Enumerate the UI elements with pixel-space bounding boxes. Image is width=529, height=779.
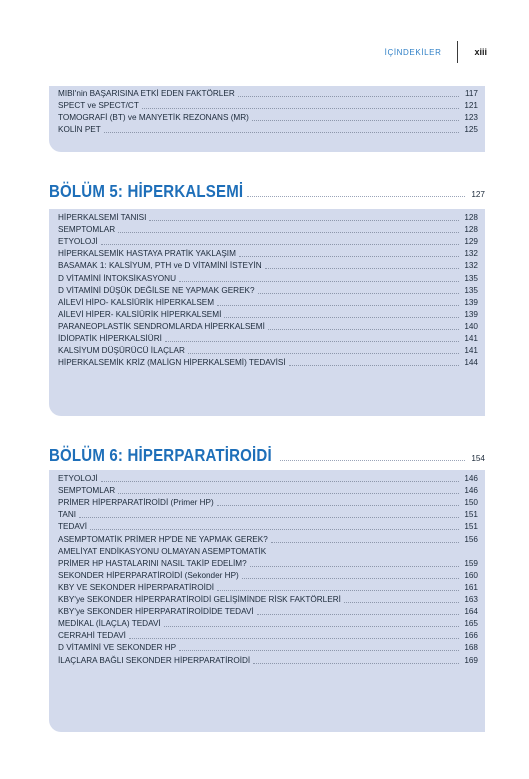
- dot-leader: [252, 119, 459, 121]
- toc-entry[interactable]: [58, 211, 478, 223]
- toc-entry-page: 139: [464, 309, 478, 319]
- toc-entry[interactable]: [58, 308, 478, 320]
- toc-entry[interactable]: [58, 271, 478, 283]
- toc-entry-page: 169: [464, 655, 478, 665]
- dot-leader: [142, 107, 459, 109]
- toc-entry-page: 159: [464, 558, 478, 568]
- dot-leader: [253, 662, 459, 664]
- toc-entry[interactable]: [58, 532, 478, 544]
- dot-leader: [280, 460, 465, 461]
- toc-entry-title: SEMPTOMLAR: [58, 225, 116, 235]
- toc-entry-page: 139: [464, 297, 478, 307]
- toc-entry-title: SPECT ve SPECT/CT: [58, 101, 139, 111]
- toc-entry-page: 132: [464, 261, 478, 271]
- toc-entry-title: AİLEVİ HİPER- KALSİÜRİK HİPERKALSEMİ: [58, 309, 222, 319]
- page-header: [385, 41, 487, 63]
- toc-entry-page: 146: [464, 474, 478, 484]
- dot-leader: [238, 95, 459, 97]
- toc-entry[interactable]: [58, 284, 478, 296]
- toc-entry-title: SEMPTOMLAR: [58, 486, 116, 496]
- toc-entry[interactable]: [58, 545, 478, 557]
- toc-entry-page: 135: [464, 273, 478, 283]
- toc-entry-title: AİLEVİ HİPO- KALSİÜRİK HİPERKALSEM: [58, 297, 215, 307]
- toc-entry-title: KOLİN PET: [58, 125, 101, 135]
- toc-entry-title: KBY'ye SEKONDER HİPERPARATİROİDİ GELİŞİMİNDE RİSK FAKTÖRLERİ: [58, 595, 341, 605]
- toc-entry-page: 129: [464, 237, 478, 247]
- toc-entry-title: BASAMAK 1: KALSİYUM, PTH ve D VİTAMİNİ İSTEYİN: [58, 261, 262, 271]
- toc-entry[interactable]: [58, 520, 478, 532]
- toc-entry-title: KBY VE SEKONDER HİPERPARATİROİDİ: [58, 582, 215, 592]
- dot-leader: [104, 131, 459, 133]
- dot-leader: [217, 304, 459, 306]
- dot-leader: [289, 364, 459, 366]
- toc-entry-page: 151: [464, 510, 478, 520]
- dot-leader: [90, 528, 459, 530]
- toc-entry-title: AMELİYAT ENDİKASYONU OLMAYAN ASEMPTOMATİK: [58, 546, 267, 556]
- dot-leader: [149, 219, 459, 221]
- toc-box-continued: [49, 86, 485, 152]
- dot-leader: [268, 328, 459, 330]
- toc-entry-page: 121: [464, 101, 478, 111]
- toc-entry-title: CERRAHİ TEDAVİ: [58, 631, 126, 641]
- toc-entry[interactable]: [58, 569, 478, 581]
- chapter-page: 154: [471, 454, 485, 463]
- toc-entry[interactable]: [58, 581, 478, 593]
- toc-entry-title: MEDİKAL (İLAÇLA) TEDAVİ: [58, 619, 161, 629]
- toc-entry-page: 160: [464, 570, 478, 580]
- toc-entry-page: 165: [464, 619, 478, 629]
- toc-entry-title: KBY'ye SEKONDER HİPERPARATİROİDİDE TEDAVİ: [58, 607, 254, 617]
- toc-entry-title: PRİMER HP HASTALARINI NASIL TAKİP EDELİM?: [58, 558, 247, 568]
- toc-entry-page: 166: [464, 631, 478, 641]
- chapter-title: BÖLÜM 5: HİPERKALSEMİ: [49, 181, 244, 201]
- toc-entry-page: 146: [464, 486, 478, 496]
- toc-entry-title: D VİTAMİNİ İNTOKSİKASYONU: [58, 273, 176, 283]
- toc-entry-title: ASEMPTOMATİK PRİMER HP'DE NE YAPMAK GEREK?: [58, 534, 268, 544]
- toc-entry-title: TEDAVİ: [58, 522, 87, 532]
- toc-entry-page: 141: [464, 346, 478, 356]
- toc-entry-page: 168: [464, 643, 478, 653]
- toc-entry[interactable]: [58, 605, 478, 617]
- dot-leader: [101, 243, 459, 245]
- toc-entry-title: ETYOLOJİ: [58, 474, 98, 484]
- toc-list: [58, 211, 478, 368]
- toc-entry[interactable]: [58, 223, 478, 235]
- dot-leader: [217, 589, 459, 591]
- toc-entry[interactable]: [58, 259, 478, 271]
- toc-entry-title: SEKONDER HİPERPARATİROİDİ (Sekonder HP): [58, 570, 239, 580]
- toc-entry[interactable]: [58, 557, 478, 569]
- toc-entry-title: İDİOPATİK HİPERKALSİÜRİ: [58, 334, 162, 344]
- toc-entry-title: D VİTAMİNİ VE SEKONDER HP: [58, 643, 177, 653]
- toc-list: [58, 472, 478, 666]
- toc-entry[interactable]: [58, 87, 478, 99]
- toc-entry[interactable]: [58, 111, 478, 123]
- header-divider: [457, 41, 458, 63]
- toc-entry-title: KALSİYUM DÜŞÜRÜCÜ İLAÇLAR: [58, 346, 185, 356]
- toc-entry-title: PRİMER HİPERPARATİROİDİ (Primer HP): [58, 498, 214, 508]
- dot-leader: [257, 613, 459, 615]
- toc-entry[interactable]: [58, 320, 478, 332]
- toc-entry-page: 123: [464, 113, 478, 123]
- dot-leader: [265, 267, 459, 269]
- dot-leader: [271, 541, 459, 543]
- toc-entry[interactable]: [58, 296, 478, 308]
- dot-leader: [224, 316, 459, 318]
- toc-entry-page: 164: [464, 607, 478, 617]
- toc-entry-title: İLAÇLARA BAĞLI SEKONDER HİPERPARATİROİDİ: [58, 655, 251, 665]
- toc-entry-page: 141: [464, 334, 478, 344]
- toc-entry[interactable]: [58, 641, 478, 653]
- toc-list: [58, 87, 478, 135]
- dot-leader: [164, 625, 459, 627]
- toc-entry-title: PARANEOPLASTİK SENDROMLARDA HİPERKALSEMİ: [58, 321, 265, 331]
- dot-leader: [101, 480, 459, 482]
- chapter-6-heading[interactable]: [49, 446, 485, 464]
- toc-entry[interactable]: [58, 593, 478, 605]
- toc-entry-page: 140: [464, 321, 478, 331]
- toc-entry-title: HİPERKALSEMİK HASTAYA PRATİK YAKLAŞIM: [58, 249, 236, 259]
- dot-leader: [247, 196, 465, 197]
- toc-entry[interactable]: [58, 235, 478, 247]
- toc-entry-page: 125: [464, 125, 478, 135]
- toc-entry-page: 163: [464, 595, 478, 605]
- toc-entry-page: 132: [464, 249, 478, 259]
- dot-leader: [250, 565, 459, 567]
- toc-entry-title: D VİTAMİNİ DÜŞÜK DEĞİLSE NE YAPMAK GEREK?: [58, 285, 255, 295]
- toc-entry-title: HİPERKALSEMİK KRİZ (MALİGN HİPERKALSEMİ) TEDAVİSİ: [58, 358, 286, 368]
- dot-leader: [179, 649, 459, 651]
- toc-entry[interactable]: [58, 123, 478, 135]
- toc-entry[interactable]: [58, 508, 478, 520]
- dot-leader: [344, 601, 459, 603]
- toc-entry[interactable]: [58, 617, 478, 629]
- dot-leader: [217, 504, 459, 506]
- toc-entry-title: MIBI'nin BAŞARISINA ETKİ EDEN FAKTÖRLER: [58, 89, 235, 99]
- toc-entry[interactable]: [58, 356, 478, 368]
- chapter-5-heading[interactable]: [49, 182, 485, 200]
- toc-entry[interactable]: [58, 629, 478, 641]
- toc-entry[interactable]: [58, 496, 478, 508]
- toc-entry[interactable]: [58, 332, 478, 344]
- toc-entry-page: 150: [464, 498, 478, 508]
- toc-entry-page: 117: [464, 89, 478, 99]
- dot-leader: [179, 280, 459, 282]
- toc-entry-page: 161: [464, 582, 478, 592]
- section-label: İÇİNDEKİLER: [384, 47, 442, 57]
- toc-entry[interactable]: [58, 653, 478, 665]
- toc-entry-title: TOMOGRAFİ (BT) ve MANYETİK REZONANS (MR): [58, 113, 249, 123]
- toc-entry-page: 128: [464, 225, 478, 235]
- toc-entry-page: 128: [464, 213, 478, 223]
- toc-entry[interactable]: [58, 484, 478, 496]
- dot-leader: [129, 637, 459, 639]
- toc-entry-title: TANI: [58, 510, 77, 520]
- page-number: xiii: [474, 47, 487, 57]
- dot-leader: [118, 492, 459, 494]
- toc-entry-title: HİPERKALSEMİ TANISI: [58, 213, 147, 223]
- toc-box-chapter-5: [49, 209, 485, 416]
- dot-leader: [165, 340, 459, 342]
- toc-entry[interactable]: [58, 472, 478, 484]
- chapter-page: 127: [471, 190, 485, 199]
- dot-leader: [242, 577, 459, 579]
- toc-entry-page: 156: [464, 534, 478, 544]
- toc-entry-title: ETYOLOJİ: [58, 237, 98, 247]
- chapter-title: BÖLÜM 6: HİPERPARATİROİDİ: [49, 445, 272, 465]
- dot-leader: [79, 516, 459, 518]
- dot-leader: [118, 231, 459, 233]
- toc-entry-page: 144: [464, 358, 478, 368]
- toc-entry[interactable]: [58, 247, 478, 259]
- dot-leader: [258, 292, 459, 294]
- toc-entry-page: 151: [464, 522, 478, 532]
- toc-entry[interactable]: [58, 344, 478, 356]
- toc-box-chapter-6: [49, 470, 485, 732]
- toc-entry[interactable]: [58, 99, 478, 111]
- dot-leader: [239, 255, 459, 257]
- dot-leader: [188, 352, 459, 354]
- toc-entry-page: 135: [464, 285, 478, 295]
